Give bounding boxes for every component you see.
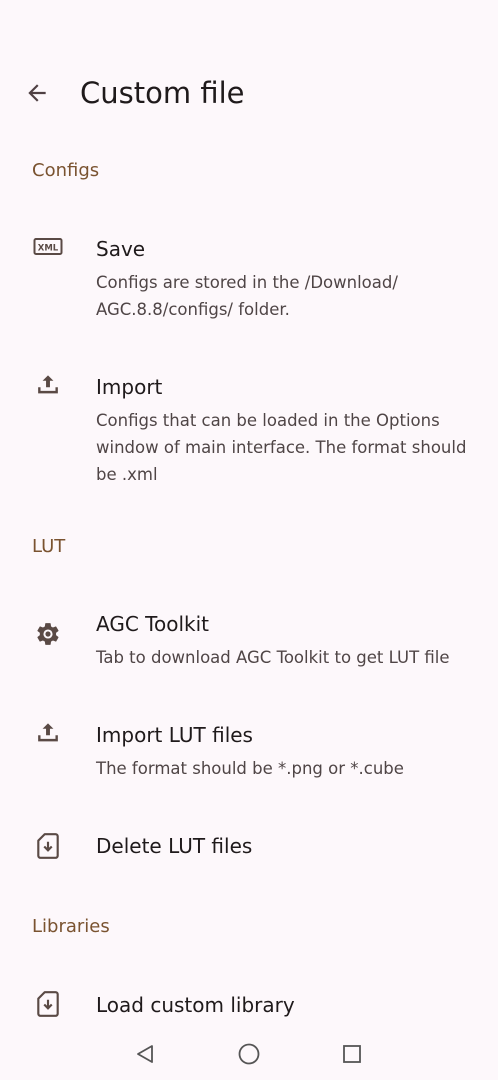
nav-recents-icon <box>341 1043 363 1065</box>
agc-toolkit-label: AGC Toolkit <box>96 612 209 636</box>
section-header-configs: Configs <box>32 160 100 181</box>
import-description: Configs that can be loaded in the Options window of main interface. The format should be .xml <box>96 411 467 484</box>
upload-icon <box>32 368 64 400</box>
svg-text:XML: XML <box>37 243 59 254</box>
delete-lut-label: Delete LUT files <box>96 834 253 858</box>
save-description: Configs are stored in the /Download/ AGC.8.8/configs/ folder. <box>96 273 398 319</box>
section-header-lut: LUT <box>32 536 66 557</box>
file-download-icon <box>32 830 64 862</box>
nav-recents-button[interactable] <box>336 1038 368 1070</box>
gear-icon <box>32 618 64 650</box>
save-label: Save <box>96 237 146 261</box>
import-lut-item[interactable] <box>0 710 498 794</box>
xml-file-icon <box>32 232 64 264</box>
nav-home-button[interactable] <box>233 1038 265 1070</box>
save-item[interactable] <box>0 222 498 338</box>
load-library-label: Load custom library <box>96 993 295 1017</box>
top-app-bar <box>0 60 498 126</box>
agc-toolkit-description: Tab to download AGC Toolkit to get LUT file <box>96 648 450 667</box>
import-item[interactable] <box>0 360 498 490</box>
nav-back-button[interactable] <box>129 1038 161 1070</box>
nav-home-icon <box>237 1042 261 1066</box>
page-title: Custom file <box>80 76 245 110</box>
section-header-libraries: Libraries <box>32 916 110 937</box>
system-nav-bar <box>0 1028 498 1080</box>
back-button[interactable] <box>16 72 58 114</box>
arrow-back-icon <box>24 80 50 106</box>
import-label: Import <box>96 375 163 399</box>
import-lut-description: The format should be *.png or *.cube <box>96 759 404 778</box>
nav-back-icon <box>134 1043 156 1065</box>
agc-toolkit-item[interactable] <box>0 600 498 684</box>
file-download-icon <box>32 988 64 1020</box>
import-lut-label: Import LUT files <box>96 723 253 747</box>
upload-icon <box>32 716 64 748</box>
load-library-item[interactable] <box>0 982 498 1028</box>
delete-lut-item[interactable] <box>0 822 498 872</box>
